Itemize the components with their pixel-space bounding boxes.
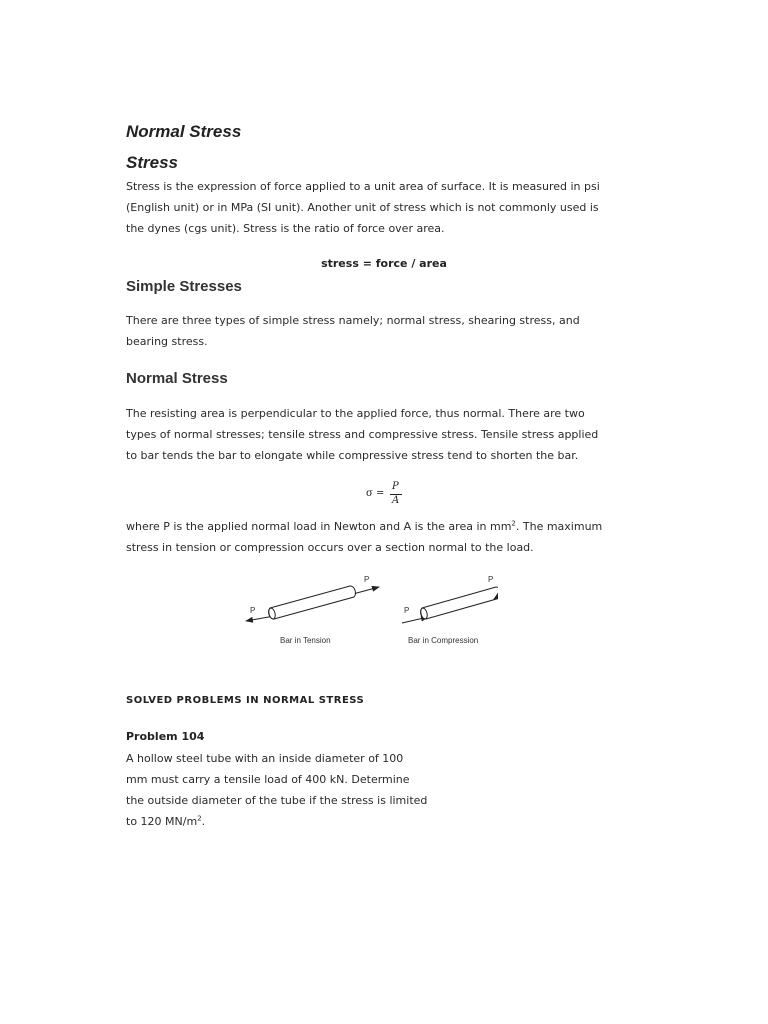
problem-paragraph [126,748,646,832]
normal-line: The resisting area is perpendicular to the applied force, thus normal. There are two [126,407,585,420]
normal-stress-equation [366,481,426,511]
equation-numerator: P [392,481,399,492]
bar-tension-compression-diagram [238,570,498,650]
superscript-2: 2 [197,814,202,823]
equation-denominator: A [392,495,400,506]
intro-line: (English unit) or in MPa (SI unit). Another unit of stress which is not commonly used is [126,201,599,214]
equation-lhs: σ = [366,488,385,499]
simple-stresses-heading: Simple Stresses [126,278,242,295]
tension-caption: Bar in Tension [280,636,331,645]
problem-line: A hollow steel tube with an inside diameter of 100 [126,752,404,765]
intro-line: the dynes (cgs unit). Stress is the ratio of force over area. [126,222,445,235]
simple-line: There are three types of simple stress namely; normal stress, shearing stress, and [126,314,580,327]
tension-load-left: P [250,606,256,615]
section-title-stress: Stress [126,153,178,172]
simple-stresses-paragraph [126,310,646,352]
normal-stress-paragraph [126,403,646,466]
where-line: stress in tension or compression occurs over a section normal to the load. [126,541,534,554]
problem-last-text: to 120 MN/m [126,815,198,828]
bar-in-tension [246,575,379,645]
stress-formula: stress = force / area [321,257,447,270]
compression-load-left: P [404,606,410,615]
compression-caption: Bar in Compression [408,636,479,645]
where-paragraph [126,516,646,558]
problem-line: mm must carry a tensile load of 400 kN. Determine [126,773,410,786]
normal-stress-heading: Normal Stress [126,370,228,387]
problem-line: the outside diameter of the tube if the stress is limited [126,794,428,807]
normal-line: to bar tends the bar to elongate while compressive stress tend to shorten the bar. [126,449,579,462]
tension-bar [269,586,356,619]
tension-arrow-right [353,587,379,594]
intro-line: Stress is the expression of force applied to a unit area of surface. It is measured in psi [126,180,600,193]
simple-line: bearing stress. [126,335,208,348]
problem-last-period: . [201,815,206,828]
solved-problems-heading: SOLVED PROBLEMS IN NORMAL STRESS [126,695,365,706]
problem-heading: Problem 104 [126,730,205,743]
compression-load-right: P [488,575,494,584]
page-title: Normal Stress [126,122,242,141]
where-line [126,516,646,537]
bar-in-compression [402,575,498,645]
normal-line: types of normal stresses; tensile stress and compressive stress. Tensile stress applied [126,428,599,441]
superscript-2: 2 [511,519,516,528]
where-text-a: where P is the applied normal load in Newton and A is the area in mm [126,520,512,533]
compression-bar [421,587,498,619]
problem-line [126,811,646,832]
where-text-b: . The maximum [515,520,603,533]
tension-load-right: P [364,575,370,584]
intro-paragraph [126,176,646,239]
